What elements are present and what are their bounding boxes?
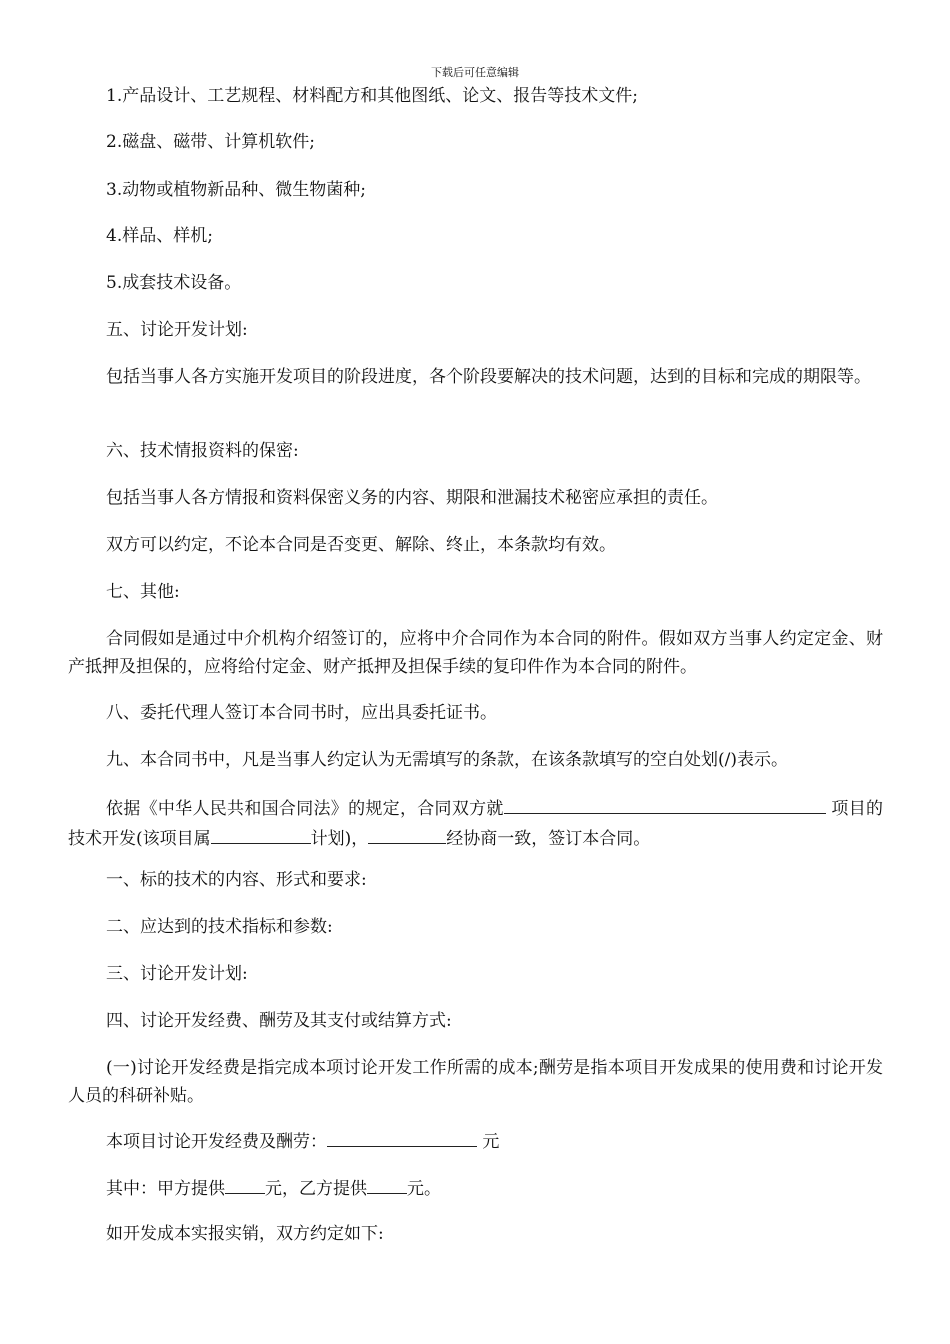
intro-text: 计划)， [310,829,369,849]
split-line [68,1173,883,1203]
section-heading: 四、讨论开发经费、酬劳及其支付或结算方式: [106,1011,452,1031]
paragraph: 八、委托代理人签订本合同书时，应出具委托证书。 [106,703,497,723]
section-heading: 七、其他: [106,582,180,602]
paragraph: 4.样品、样机; [106,226,213,246]
paragraph: 2.磁盘、磁带、计算机软件; [106,132,315,152]
split-text: 元，乙方提供 [265,1179,367,1199]
intro-text: 项目的技术开发(该项目属 [68,799,884,849]
fee-label: 本项目讨论开发经费及酬劳： [106,1132,327,1152]
party-a-amount-blank[interactable] [225,1173,265,1194]
fee-unit: 元 [482,1132,500,1152]
section-heading: 一、标的技术的内容、形式和要求: [106,870,367,890]
intro-text: 依据《中华人民共和国合同法》的规定，合同双方就 [106,799,504,819]
paragraph: 3.动物或植物新品种、微生物菌种; [106,180,366,200]
paragraph: 5.成套技术设备。 [106,273,242,293]
split-text: 其中：甲方提供 [106,1179,225,1199]
paragraph: 1.产品设计、工艺规程、材料配方和其他图纸、论文、报告等技术文件; [106,86,638,106]
paragraph: 九、本合同书中，凡是当事人约定认为无需填写的条款，在该条款填写的空白处划(/)表示。 [106,750,788,770]
paragraph: (一)讨论开发经费是指完成本项讨论开发工作所需的成本;酬劳是指本项目开发成果的使用费和讨论开发人员的科研补贴。 [68,1058,883,1106]
page-header: 下载后可任意编辑 [431,66,519,79]
paragraph: 合同假如是通过中介机构介绍签订的，应将中介合同作为本合同的附件。假如双方当事人约定定金、财产抵押及担保的，应将给付定金、财产抵押及担保手续的复印件作为本合同的附件。 [68,629,883,677]
section-heading: 六、技术情报资料的保密: [106,441,299,461]
paragraph: 包括当事人各方实施开发项目的阶段进度，各个阶段要解决的技术问题，达到的目标和完成的期限等。 [106,367,871,387]
party-b-amount-blank[interactable] [367,1173,407,1194]
section-heading: 二、应达到的技术指标和参数: [106,917,333,937]
project-name-blank[interactable] [504,793,826,814]
contract-intro [68,793,883,853]
paragraph: 如开发成本实报实销，双方约定如下: [106,1224,384,1244]
paragraph: 包括当事人各方情报和资料保密义务的内容、期限和泄漏技术秘密应承担的责任。 [106,488,718,508]
fee-line [68,1126,883,1156]
split-text: 元。 [407,1179,441,1199]
paragraph: 双方可以约定，不论本合同是否变更、解除、终止，本条款均有效。 [106,535,616,555]
fee-amount-blank[interactable] [327,1126,477,1147]
section-heading: 五、讨论开发计划: [106,320,248,340]
plan-name-blank[interactable] [211,823,311,844]
party-blank[interactable] [368,823,446,844]
intro-text: 经协商一致，签订本合同。 [446,829,651,849]
section-heading: 三、讨论开发计划: [106,964,248,984]
